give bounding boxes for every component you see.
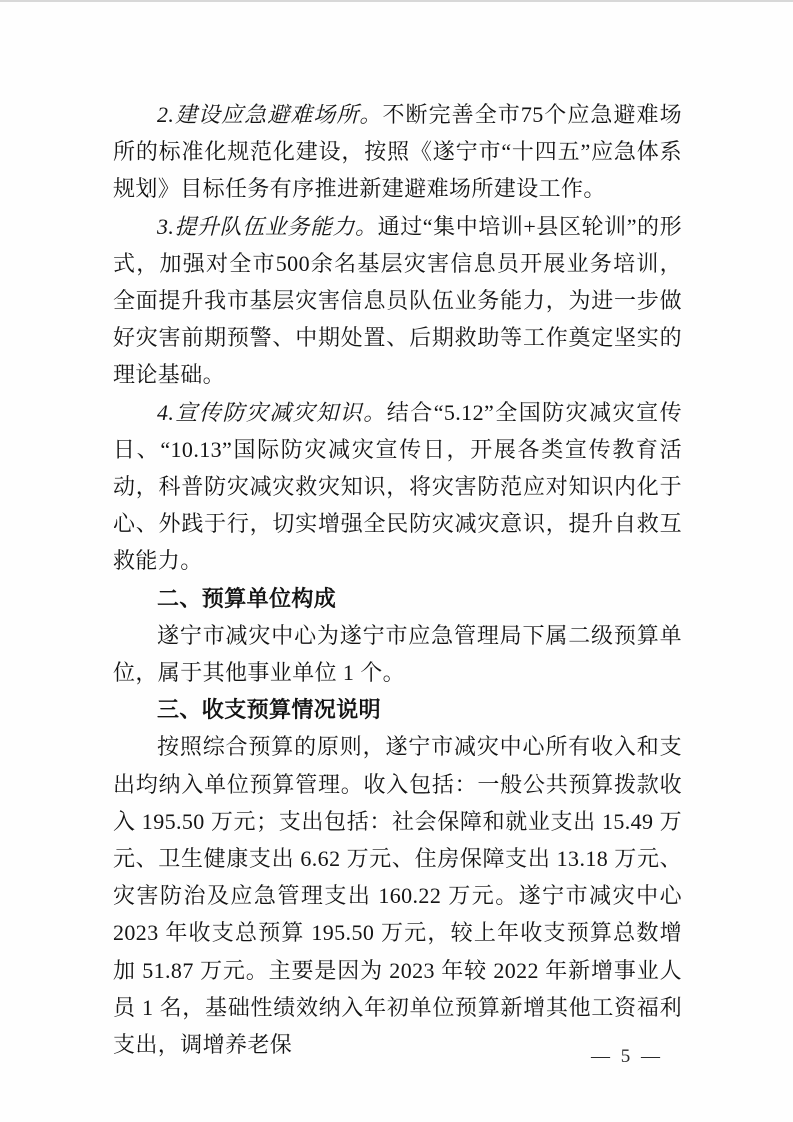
page-number: — 5 — bbox=[591, 1046, 663, 1067]
item-3-lead: 3.提升队伍业务能力。 bbox=[157, 213, 378, 239]
paragraph-budget-explanation: 按照综合预算的原则，遂宁市减灾中心所有收入和支出均纳入单位预算管理。收入包括：一般公共预算拨款收入 195.50 万元；支出包括：社会保障和就业支出 15.49 万元、卫生健康支出 6.62 万元、住房保障支出 13.18 万元、灾害防治及应急管理支出 160.22 万元。遂宁市减灾中心 2023 年收支总预算 195.50 万元，较上年收支预算总数增加 51.87 万元。主要是因为 2023 年较 2022 年新增事业人员 1 名，基础性绩效纳入年初单位预算新增其他工资福利支出，调增养老保 bbox=[113, 734, 682, 1058]
paragraph-item-2 bbox=[113, 96, 682, 208]
item-4-lead: 4.宣传防灾减灾知识。 bbox=[157, 399, 387, 425]
section-heading-budget-unit: 二、预算单位构成 bbox=[157, 585, 337, 611]
paragraph-item-4 bbox=[113, 394, 682, 580]
item-2-text: 不断完善全市75个应急避难场所的标准化规范化建设，按照《遂宁市“十四五”应急体系规划》目标任务有序推进新建避难场所建设工作。 bbox=[113, 102, 682, 202]
paragraph-budget-unit: 遂宁市减灾中心为遂宁市应急管理局下属二级预算单位，属于其他事业单位 1 个。 bbox=[113, 622, 682, 686]
item-3-text: 通过“集中培训+县区轮训”的形式，加强对全市500余名基层灾害信息员开展业务培训，全面提升我市基层灾害信息员队伍业务能力，为进一步做好灾害前期预警、中期处置、后期救助等工作奠定坚实的理论基础。 bbox=[113, 213, 683, 388]
section-heading-budget-explanation: 三、收支预算情况说明 bbox=[157, 697, 382, 723]
document-content bbox=[113, 96, 682, 1063]
item-4-text: 结合“5.12”全国防灾减灾宣传日、“10.13”国际防灾减灾宣传日，开展各类宣传教育活动，科普防灾减灾救灾知识，将灾害防范应对知识内化于心、外践于行，切实增强全民防灾减灾意识，提升自救互救能力。 bbox=[113, 399, 682, 574]
item-2-lead: 2.建设应急避难场所。 bbox=[157, 102, 383, 127]
paragraph-item-3 bbox=[113, 208, 682, 394]
